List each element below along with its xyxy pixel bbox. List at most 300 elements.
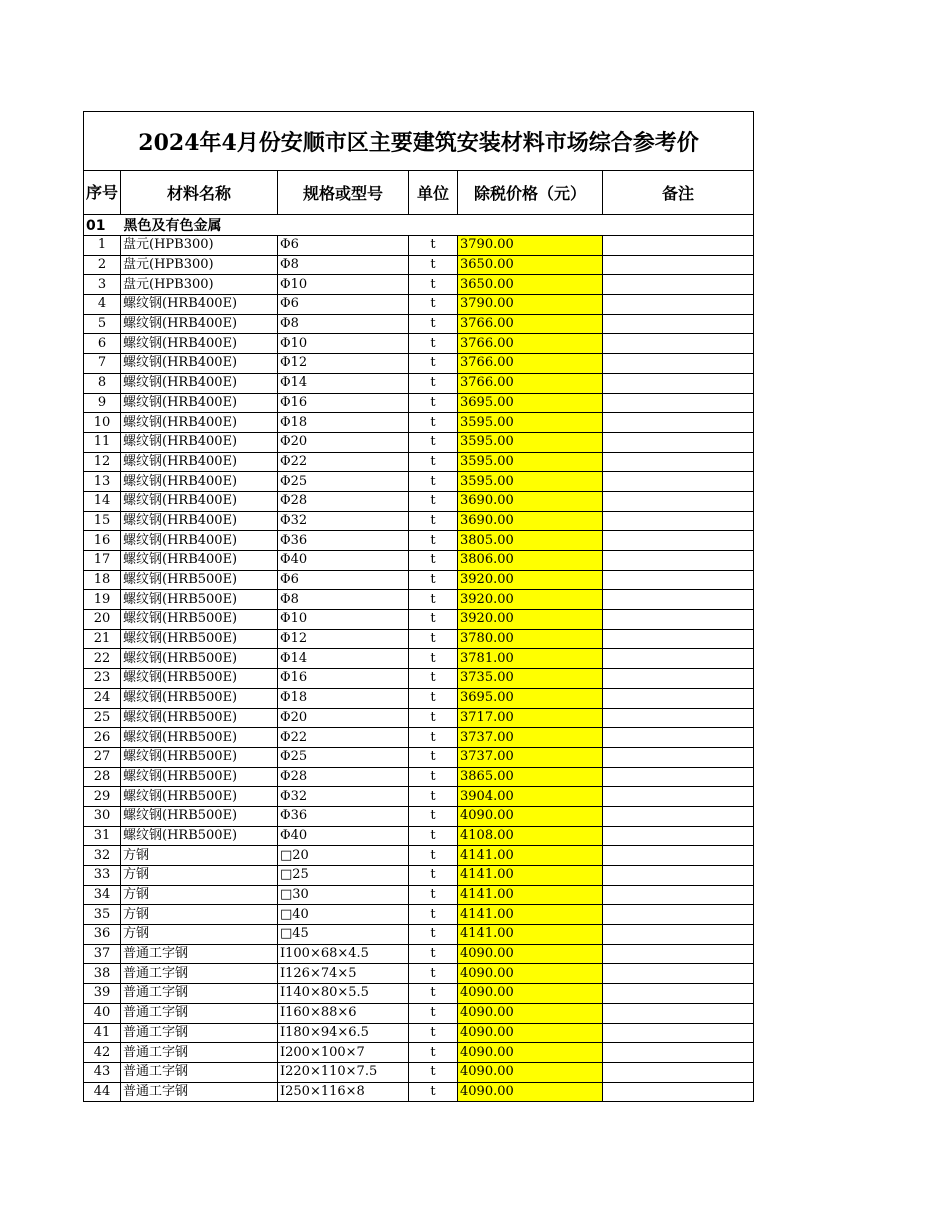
cell-unit: t [409, 334, 458, 354]
table-row [84, 236, 754, 256]
cell-price: 3805.00 [458, 531, 603, 551]
cell-seq: 41 [84, 1023, 121, 1043]
cell-note [603, 610, 754, 630]
cell-seq: 27 [84, 747, 121, 767]
cell-unit: t [409, 354, 458, 374]
cell-spec: Φ16 [278, 393, 409, 413]
cell-material-name: 方钢 [121, 866, 278, 886]
table-row [84, 413, 754, 433]
cell-seq: 21 [84, 629, 121, 649]
cell-spec: I100×68×4.5 [278, 944, 409, 964]
cell-price: 3781.00 [458, 649, 603, 669]
cell-material-name: 螺纹钢(HRB400E) [121, 354, 278, 374]
cell-spec: Φ25 [278, 472, 409, 492]
cell-spec: □30 [278, 885, 409, 905]
cell-seq: 32 [84, 846, 121, 866]
cell-price: 3595.00 [458, 452, 603, 472]
cell-price: 3806.00 [458, 551, 603, 571]
cell-seq: 30 [84, 806, 121, 826]
cell-unit: t [409, 393, 458, 413]
cell-price: 3790.00 [458, 236, 603, 256]
cell-unit: t [409, 295, 458, 315]
cell-price: 3690.00 [458, 491, 603, 511]
cell-price: 4090.00 [458, 1082, 603, 1102]
cell-unit: t [409, 964, 458, 984]
cell-spec: Φ32 [278, 511, 409, 531]
cell-unit: t [409, 551, 458, 571]
table-row [84, 925, 754, 945]
table-row [84, 590, 754, 610]
cell-unit: t [409, 708, 458, 728]
cell-spec: Φ6 [278, 295, 409, 315]
cell-price: 3595.00 [458, 432, 603, 452]
cell-price: 3735.00 [458, 669, 603, 689]
cell-price: 3595.00 [458, 413, 603, 433]
cell-spec: Φ10 [278, 334, 409, 354]
cell-seq: 43 [84, 1062, 121, 1082]
cell-material-name: 螺纹钢(HRB400E) [121, 472, 278, 492]
cell-unit: t [409, 275, 458, 295]
cell-seq: 9 [84, 393, 121, 413]
title-row [84, 112, 754, 171]
cell-seq: 36 [84, 925, 121, 945]
cell-seq: 20 [84, 610, 121, 630]
cell-material-name: 盘元(HPB300) [121, 255, 278, 275]
cell-unit: t [409, 885, 458, 905]
cell-unit: t [409, 747, 458, 767]
cell-unit: t [409, 570, 458, 590]
cell-note [603, 334, 754, 354]
cell-note [603, 688, 754, 708]
cell-spec: I200×100×7 [278, 1043, 409, 1063]
cell-unit: t [409, 413, 458, 433]
cell-unit: t [409, 767, 458, 787]
cell-note [603, 1003, 754, 1023]
table-row [84, 393, 754, 413]
cell-price: 3766.00 [458, 314, 603, 334]
cell-price: 3920.00 [458, 610, 603, 630]
cell-material-name: 方钢 [121, 846, 278, 866]
table-row [84, 1003, 754, 1023]
cell-note [603, 826, 754, 846]
header-seq: 序号 [84, 171, 121, 215]
cell-note [603, 295, 754, 315]
cell-price: 3920.00 [458, 570, 603, 590]
cell-note [603, 511, 754, 531]
category-code: 01 [86, 218, 106, 234]
cell-material-name: 盘元(HPB300) [121, 236, 278, 256]
cell-material-name: 螺纹钢(HRB400E) [121, 334, 278, 354]
cell-unit: t [409, 236, 458, 256]
cell-price: 3650.00 [458, 255, 603, 275]
price-table [83, 111, 754, 1102]
cell-seq: 16 [84, 531, 121, 551]
cell-unit: t [409, 511, 458, 531]
cell-spec: Φ12 [278, 354, 409, 374]
category-row [84, 215, 754, 236]
cell-spec: Φ28 [278, 491, 409, 511]
table-row [84, 688, 754, 708]
table-row [84, 373, 754, 393]
table-row [84, 747, 754, 767]
cell-seq: 7 [84, 354, 121, 374]
cell-spec: Φ20 [278, 708, 409, 728]
cell-spec: I126×74×5 [278, 964, 409, 984]
cell-seq: 33 [84, 866, 121, 886]
cell-seq: 35 [84, 905, 121, 925]
cell-note [603, 747, 754, 767]
cell-spec: Φ22 [278, 452, 409, 472]
table-row [84, 629, 754, 649]
cell-material-name: 螺纹钢(HRB400E) [121, 491, 278, 511]
cell-unit: t [409, 826, 458, 846]
cell-unit: t [409, 590, 458, 610]
cell-price: 4090.00 [458, 1062, 603, 1082]
cell-price: 3737.00 [458, 728, 603, 748]
cell-material-name: 螺纹钢(HRB400E) [121, 393, 278, 413]
cell-seq: 11 [84, 432, 121, 452]
table-row [84, 905, 754, 925]
cell-price: 3650.00 [458, 275, 603, 295]
cell-spec: Φ10 [278, 275, 409, 295]
cell-price: 3717.00 [458, 708, 603, 728]
cell-note [603, 531, 754, 551]
cell-material-name: 螺纹钢(HRB400E) [121, 452, 278, 472]
cell-price: 4090.00 [458, 1003, 603, 1023]
cell-unit: t [409, 629, 458, 649]
cell-unit: t [409, 866, 458, 886]
cell-seq: 24 [84, 688, 121, 708]
cell-seq: 15 [84, 511, 121, 531]
table-row [84, 610, 754, 630]
cell-material-name: 螺纹钢(HRB500E) [121, 590, 278, 610]
cell-seq: 37 [84, 944, 121, 964]
cell-spec: Φ25 [278, 747, 409, 767]
cell-spec: Φ8 [278, 590, 409, 610]
cell-material-name: 普通工字钢 [121, 944, 278, 964]
cell-price: 4141.00 [458, 846, 603, 866]
cell-material-name: 螺纹钢(HRB400E) [121, 413, 278, 433]
cell-material-name: 普通工字钢 [121, 1082, 278, 1102]
cell-price: 4141.00 [458, 885, 603, 905]
table-row [84, 1062, 754, 1082]
header-spec: 规格或型号 [278, 171, 409, 215]
table-row [84, 570, 754, 590]
cell-material-name: 螺纹钢(HRB400E) [121, 531, 278, 551]
cell-unit: t [409, 452, 458, 472]
cell-spec: Φ36 [278, 531, 409, 551]
cell-seq: 25 [84, 708, 121, 728]
cell-seq: 42 [84, 1043, 121, 1063]
cell-material-name: 螺纹钢(HRB500E) [121, 728, 278, 748]
cell-price: 3595.00 [458, 472, 603, 492]
cell-unit: t [409, 944, 458, 964]
cell-price: 4108.00 [458, 826, 603, 846]
cell-price: 4090.00 [458, 1043, 603, 1063]
table-row [84, 866, 754, 886]
cell-material-name: 螺纹钢(HRB400E) [121, 511, 278, 531]
cell-material-name: 螺纹钢(HRB400E) [121, 551, 278, 571]
cell-seq: 13 [84, 472, 121, 492]
cell-note [603, 629, 754, 649]
cell-spec: Φ14 [278, 373, 409, 393]
cell-unit: t [409, 255, 458, 275]
cell-unit: t [409, 787, 458, 807]
cell-price: 4141.00 [458, 866, 603, 886]
cell-note [603, 314, 754, 334]
cell-price: 3904.00 [458, 787, 603, 807]
cell-note [603, 984, 754, 1004]
cell-note [603, 354, 754, 374]
cell-unit: t [409, 432, 458, 452]
cell-seq: 39 [84, 984, 121, 1004]
cell-unit: t [409, 925, 458, 945]
cell-unit: t [409, 688, 458, 708]
cell-note [603, 944, 754, 964]
cell-spec: I160×88×6 [278, 1003, 409, 1023]
category-cell [84, 215, 754, 236]
cell-material-name: 螺纹钢(HRB500E) [121, 787, 278, 807]
cell-note [603, 452, 754, 472]
cell-price: 3766.00 [458, 334, 603, 354]
cell-seq: 2 [84, 255, 121, 275]
table-row [84, 1023, 754, 1043]
cell-note [603, 590, 754, 610]
cell-spec: Φ14 [278, 649, 409, 669]
cell-seq: 3 [84, 275, 121, 295]
cell-seq: 14 [84, 491, 121, 511]
cell-material-name: 普通工字钢 [121, 984, 278, 1004]
cell-material-name: 普通工字钢 [121, 1062, 278, 1082]
cell-seq: 40 [84, 1003, 121, 1023]
cell-note [603, 236, 754, 256]
cell-price: 4090.00 [458, 1023, 603, 1043]
cell-seq: 29 [84, 787, 121, 807]
cell-note [603, 551, 754, 571]
cell-note [603, 905, 754, 925]
table-row [84, 531, 754, 551]
table-row [84, 314, 754, 334]
cell-unit: t [409, 984, 458, 1004]
table-row [84, 649, 754, 669]
cell-price: 3737.00 [458, 747, 603, 767]
cell-price: 4141.00 [458, 905, 603, 925]
cell-note [603, 669, 754, 689]
cell-seq: 28 [84, 767, 121, 787]
cell-unit: t [409, 472, 458, 492]
cell-spec: □45 [278, 925, 409, 945]
cell-spec: Φ6 [278, 236, 409, 256]
cell-unit: t [409, 531, 458, 551]
header-name: 材料名称 [121, 171, 278, 215]
cell-seq: 18 [84, 570, 121, 590]
cell-note [603, 885, 754, 905]
table-row [84, 984, 754, 1004]
cell-note [603, 728, 754, 748]
cell-unit: t [409, 669, 458, 689]
cell-spec: Φ40 [278, 551, 409, 571]
table-row [84, 551, 754, 571]
cell-price: 4090.00 [458, 984, 603, 1004]
cell-note [603, 255, 754, 275]
cell-unit: t [409, 373, 458, 393]
cell-material-name: 螺纹钢(HRB500E) [121, 649, 278, 669]
cell-material-name: 螺纹钢(HRB500E) [121, 610, 278, 630]
cell-material-name: 螺纹钢(HRB500E) [121, 669, 278, 689]
cell-seq: 44 [84, 1082, 121, 1102]
cell-material-name: 普通工字钢 [121, 1003, 278, 1023]
table-row [84, 295, 754, 315]
cell-note [603, 491, 754, 511]
cell-note [603, 964, 754, 984]
cell-spec: Φ32 [278, 787, 409, 807]
cell-note [603, 767, 754, 787]
header-row [84, 171, 754, 215]
cell-seq: 8 [84, 373, 121, 393]
cell-seq: 4 [84, 295, 121, 315]
cell-price: 3920.00 [458, 590, 603, 610]
cell-note [603, 1062, 754, 1082]
cell-unit: t [409, 610, 458, 630]
cell-material-name: 方钢 [121, 885, 278, 905]
table-row [84, 728, 754, 748]
cell-price: 3766.00 [458, 373, 603, 393]
header-unit: 单位 [409, 171, 458, 215]
cell-unit: t [409, 728, 458, 748]
cell-material-name: 方钢 [121, 905, 278, 925]
cell-price: 3690.00 [458, 511, 603, 531]
cell-material-name: 螺纹钢(HRB500E) [121, 767, 278, 787]
cell-note [603, 708, 754, 728]
cell-unit: t [409, 1082, 458, 1102]
cell-note [603, 393, 754, 413]
cell-seq: 23 [84, 669, 121, 689]
cell-unit: t [409, 846, 458, 866]
cell-seq: 1 [84, 236, 121, 256]
cell-spec: □40 [278, 905, 409, 925]
cell-seq: 12 [84, 452, 121, 472]
cell-note [603, 432, 754, 452]
category-name: 黑色及有色金属 [123, 218, 222, 234]
cell-seq: 31 [84, 826, 121, 846]
cell-unit: t [409, 806, 458, 826]
cell-unit: t [409, 491, 458, 511]
cell-note [603, 472, 754, 492]
cell-spec: Φ12 [278, 629, 409, 649]
cell-price: 4090.00 [458, 964, 603, 984]
cell-spec: I250×116×8 [278, 1082, 409, 1102]
cell-spec: Φ16 [278, 669, 409, 689]
cell-spec: Φ22 [278, 728, 409, 748]
table-row [84, 452, 754, 472]
table-row [84, 472, 754, 492]
cell-spec: Φ18 [278, 413, 409, 433]
cell-note [603, 1023, 754, 1043]
cell-unit: t [409, 1043, 458, 1063]
cell-note [603, 925, 754, 945]
cell-spec: Φ8 [278, 255, 409, 275]
cell-note [603, 275, 754, 295]
cell-price: 3790.00 [458, 295, 603, 315]
cell-spec: Φ8 [278, 314, 409, 334]
cell-unit: t [409, 1023, 458, 1043]
header-note: 备注 [603, 171, 754, 215]
cell-note [603, 649, 754, 669]
table-row [84, 885, 754, 905]
cell-material-name: 螺纹钢(HRB400E) [121, 314, 278, 334]
table-row [84, 334, 754, 354]
cell-note [603, 846, 754, 866]
cell-seq: 19 [84, 590, 121, 610]
cell-material-name: 螺纹钢(HRB500E) [121, 708, 278, 728]
cell-spec: I220×110×7.5 [278, 1062, 409, 1082]
cell-seq: 22 [84, 649, 121, 669]
table-row [84, 708, 754, 728]
cell-note [603, 413, 754, 433]
table-row [84, 354, 754, 374]
cell-seq: 38 [84, 964, 121, 984]
cell-material-name: 螺纹钢(HRB500E) [121, 629, 278, 649]
cell-note [603, 1082, 754, 1102]
cell-price: 3695.00 [458, 688, 603, 708]
cell-note [603, 373, 754, 393]
cell-note [603, 1043, 754, 1063]
table-row [84, 432, 754, 452]
cell-unit: t [409, 649, 458, 669]
table-row [84, 964, 754, 984]
cell-material-name: 盘元(HPB300) [121, 275, 278, 295]
cell-material-name: 普通工字钢 [121, 964, 278, 984]
cell-seq: 10 [84, 413, 121, 433]
cell-price: 3766.00 [458, 354, 603, 374]
cell-spec: I140×80×5.5 [278, 984, 409, 1004]
cell-spec: Φ10 [278, 610, 409, 630]
cell-unit: t [409, 1062, 458, 1082]
table-row [84, 255, 754, 275]
cell-note [603, 806, 754, 826]
cell-note [603, 866, 754, 886]
cell-unit: t [409, 905, 458, 925]
table-row [84, 826, 754, 846]
cell-material-name: 螺纹钢(HRB400E) [121, 295, 278, 315]
cell-seq: 34 [84, 885, 121, 905]
cell-material-name: 螺纹钢(HRB500E) [121, 570, 278, 590]
header-price: 除税价格（元） [458, 171, 603, 215]
cell-spec: Φ6 [278, 570, 409, 590]
cell-spec: I180×94×6.5 [278, 1023, 409, 1043]
table-row [84, 1082, 754, 1102]
cell-material-name: 螺纹钢(HRB500E) [121, 747, 278, 767]
cell-spec: □20 [278, 846, 409, 866]
cell-material-name: 普通工字钢 [121, 1023, 278, 1043]
cell-price: 3780.00 [458, 629, 603, 649]
cell-seq: 26 [84, 728, 121, 748]
cell-price: 3695.00 [458, 393, 603, 413]
cell-material-name: 螺纹钢(HRB500E) [121, 806, 278, 826]
cell-material-name: 螺纹钢(HRB500E) [121, 826, 278, 846]
cell-price: 4090.00 [458, 944, 603, 964]
table-row [84, 787, 754, 807]
table-row [84, 491, 754, 511]
cell-spec: Φ18 [278, 688, 409, 708]
table-row [84, 944, 754, 964]
cell-unit: t [409, 314, 458, 334]
table-row [84, 669, 754, 689]
cell-price: 4090.00 [458, 806, 603, 826]
cell-price: 4141.00 [458, 925, 603, 945]
table-row [84, 275, 754, 295]
cell-spec: Φ20 [278, 432, 409, 452]
